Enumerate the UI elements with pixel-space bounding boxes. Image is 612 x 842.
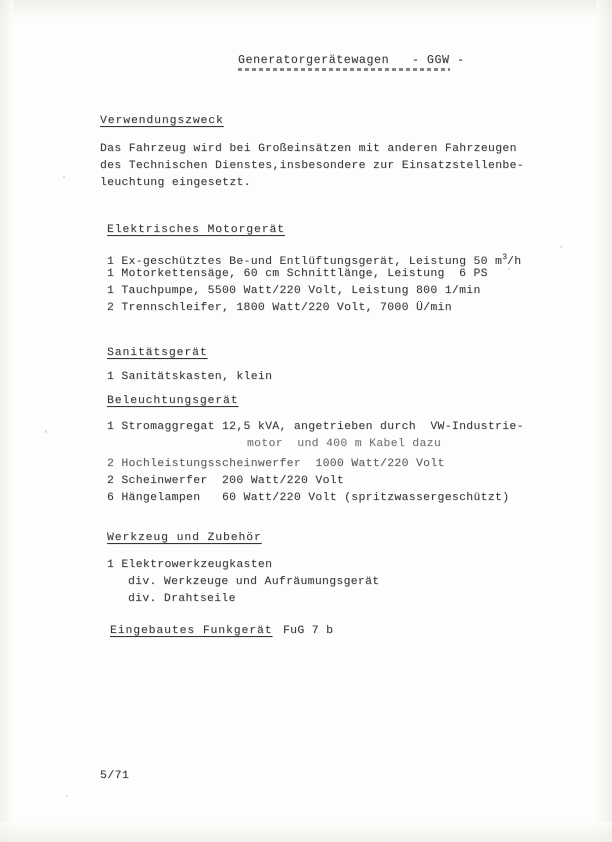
page-number-footer: 5/71 — [100, 770, 130, 782]
title-underline-rule — [238, 68, 450, 71]
section-heading-elektrisches-motorgeraet: Elektrisches Motorgerät — [107, 224, 285, 236]
equipment-item: 1 Tauchpumpe, 5500 Watt/220 Volt, Leistung 800 1/min — [107, 285, 481, 297]
equipment-item: 2 Scheinwerfer 200 Watt/220 Volt — [107, 475, 345, 487]
scan-edge-right — [596, 0, 612, 842]
equipment-item: 1 Motorkettensäge, 60 cm Schnittlänge, Leistung 6 PS — [107, 268, 488, 280]
scan-edge-left — [0, 0, 14, 842]
equipment-item: 1 Sanitätskasten, klein — [107, 371, 273, 383]
scan-speck — [45, 430, 47, 433]
section-heading-verwendungszweck: Verwendungszweck — [100, 115, 224, 127]
equipment-item: 2 Hochleistungsscheinwerfer 1000 Watt/220 Volt — [107, 458, 445, 470]
equipment-item: 6 Hängelampen 60 Watt/220 Volt (spritzwassergeschützt) — [107, 492, 510, 504]
scan-edge-top — [0, 0, 612, 18]
equipment-item-unit-tail: /h — [507, 255, 522, 268]
equipment-item-continuation: motor und 400 m Kabel dazu — [247, 438, 442, 450]
scan-edge-bottom — [0, 822, 612, 842]
equipment-item: div. Werkzeuge und Aufräumungsgerät — [128, 576, 380, 588]
equipment-item-superscript: 3 — [502, 253, 508, 262]
equipment-item: 1 Stromaggregat 12,5 kVA, angetrieben durch VW-Industrie- — [107, 421, 524, 433]
equipment-item-text: 1 Ex-geschütztes Be-und Entlüftungsgerät, Leistung 50 m — [107, 255, 503, 268]
section-heading-werkzeug-und-zubehoer: Werkzeug und Zubehör — [107, 532, 262, 544]
section-heading-beleuchtungsgeraet: Beleuchtungsgerät — [107, 395, 239, 407]
paragraph-line: Das Fahrzeug wird bei Großeinsätzen mit anderen Fahrzeugen — [100, 143, 517, 155]
scan-speck — [560, 246, 562, 248]
paragraph-line: des Technischen Dienstes,insbesondere zur Einsatzstellenbe- — [100, 160, 524, 172]
section-heading-sanitaetsgeraet: Sanitätsgerät — [107, 347, 208, 359]
radio-device-model: FuG 7 b — [283, 625, 334, 637]
equipment-item: 2 Trennschleifer, 1800 Watt/220 Volt, 7000 Ü/min — [107, 302, 452, 314]
paragraph-line: leuchtung eingesetzt. — [100, 177, 251, 189]
section-heading-eingebautes-funkgeraet: Eingebautes Funkgerät — [110, 625, 273, 637]
scan-speck — [66, 795, 68, 797]
equipment-item: 1 Elektrowerkzeugkasten — [107, 559, 273, 571]
equipment-item: div. Drahtseile — [128, 593, 236, 605]
page-title: Generatorgerätewagen - GGW - — [238, 54, 465, 67]
scan-speck — [63, 176, 65, 178]
